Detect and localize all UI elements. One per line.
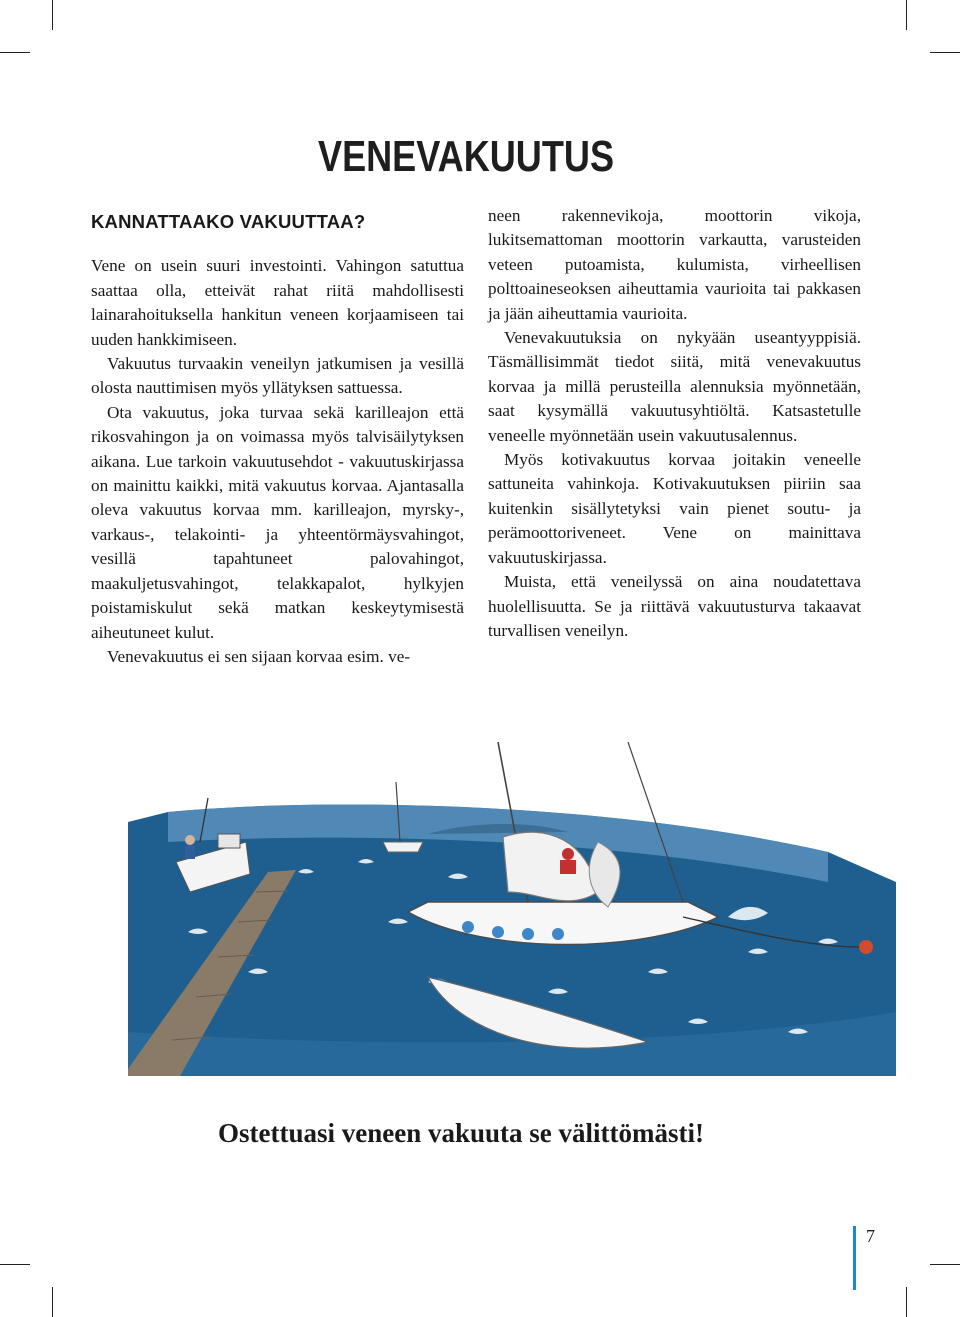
page-number: 7 [866,1226,875,1246]
paragraph: Vakuutus turvaakin veneilyn jatkumisen ja vesillä olosta nauttimisen myös yllätyksen sattuessa. [91,354,464,398]
person-figure [185,845,195,859]
person-figure [560,860,576,874]
buoy [859,940,873,954]
page-number-bar [853,1226,856,1290]
crop-mark [0,52,30,53]
left-column [91,204,464,669]
slogan: Ostettuasi veneen vakuuta se välittömästi! [218,1118,704,1148]
paragraph: Myös kotivakuutus korvaa joitakin veneelle sattuneita vahinkoja. Kotivakuutuksen piiriin saa kuitenkin sisällytetyksi vain pienet soutu- ja perämoottoriveneet. Vene on mainittava vakuutuskirjassa. [488,450,861,567]
paragraph: Muista, että veneilyssä on aina noudatettava huolellisuutta. Se ja riittävä vakuutusturva takaavat turvallisen veneilyn. [488,572,861,640]
harbor-storm-illustration [128,742,896,1076]
paragraph: Venevakuutuksia on nykyään useantyyppisiä. Täsmällisimmät tiedot siitä, mitä venevakuutus korvaa ja millä perusteilla alennuksia myönnetään, saat kysymällä vakuutusyhtiöltä. Katsastetulle veneelle myönnetään usein vakuutusalennus. [488,328,861,445]
crop-mark [52,0,53,30]
crop-mark [930,52,960,53]
person-figure [562,848,574,860]
paragraph: neen rakennevikoja, moottorin vikoja, lukitsemattoman moottorin varkautta, varusteiden veteen putoamista, kulumista, virheellisen polttoaineseoksen aiheuttamia vaurioita tai pakkasen ja jään aiheuttamia vaurioita. [488,206,861,323]
person-figure [185,835,195,845]
page-title: VENEVAKUUTUS [318,132,615,181]
section-heading: KANNATTAAKO VAKUUTTAA? [91,211,366,232]
crop-mark [906,1287,907,1317]
crop-mark [906,0,907,30]
distant-sailboat [383,842,423,852]
crop-mark [0,1264,30,1265]
paragraph: Ota vakuutus, joka turvaa sekä karilleajon että rikosvahingon ja on voimassa myös talvisäilytyksen aikana. Lue tarkoin vakuutusehdot - vakuutuskirjassa on mainittu kaikki, mitä vakuutus korvaa. Ajantasalla oleva vakuutus korvaa mm. karilleajon, myrsky-, varkaus-, telakointi- ja yhteentörmäysvahingot, vesillä tapahtuneet palovahingot, maakuljetusvahingot, telakkapalot, hylkyjen poistamiskulut sekä matkan keskeytymisestä aiheutuneet kulut. [91,402,464,642]
boat-cabin [218,834,240,848]
crop-mark [930,1264,960,1265]
paragraph: Vene on usein suuri investointi. Vahingon satuttua saattaa olla, etteivät rahat riitä mahdollisesti lainarahoituksella hankitun veneen korjaamiseen tai uuden hankkimiseen. [91,256,464,349]
right-column [488,204,861,643]
paragraph: Venevakuutus ei sen sijaan korvaa esim. ve- [107,646,411,666]
crop-mark [52,1287,53,1317]
